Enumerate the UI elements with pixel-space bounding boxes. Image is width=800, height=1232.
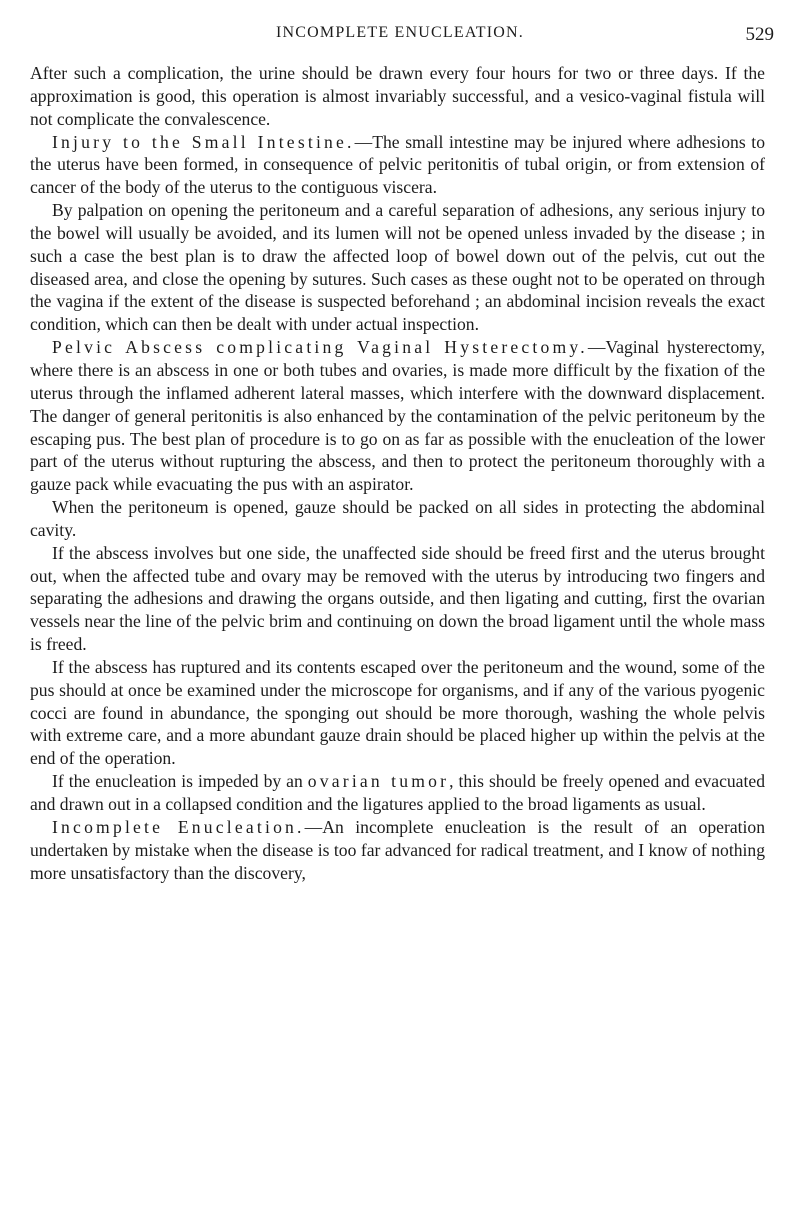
- running-title: INCOMPLETE ENUCLEATION.: [275, 24, 525, 41]
- paragraph-text: —Vaginal hysterectomy, where there is an abscess in one or both tubes and ovaries, is made more difficult by the fixation of the uterus through the inflamed adherent lateral masses, which interfere with the downward displacement. The danger of general peritonitis is also enhanced by the contamination of the pelvic peritoneum by the escaping pus. The best plan of procedure is to go on as far as possible with the enucleation of the lower part of the uterus without rupturing the abscess, and then to protect the peritoneum thoroughly with a gauze pack while evacuating the pus with an aspirator.: [30, 337, 766, 495]
- body-text: [30, 62, 765, 884]
- paragraph-text: , this should be freely opened and evacuated and drawn out in a collapsed condition and the ligatures applied to the broad ligaments as usual.: [30, 771, 765, 814]
- paragraph-text: If the abscess has ruptured and its contents escaped over the peritoneum and the wound, some of the pus should at once be examined under the microscope for organisms, and if any of the various pyogenic cocci are found in abundance, the sponging out should be more thorough, washing the whole pelvis with extreme care, and a more abundant gauze drain should be placed higher up within the pelvis at the end of the operation.: [30, 656, 765, 769]
- paragraph: [30, 131, 765, 200]
- paragraph: [30, 62, 765, 131]
- paragraph-text: —An incomplete enucleation is the result of an operation undertaken by mistake when the disease is too far advanced for radical treatment, and I know of nothing more unsatisfactory than the discovery,: [30, 816, 766, 883]
- paragraph: [30, 336, 765, 496]
- paragraph-text: —The small intestine may be injured where adhesions to the uterus have been formed, in consequence of pelvic peritonitis of tubal origin, or from extension of cancer of the body of the uterus to the contiguous viscera.: [30, 131, 765, 198]
- section-heading-incomplete-enucleation: Incomplete Enucleation.: [52, 816, 305, 837]
- paragraph: [30, 656, 765, 770]
- paragraph-text: By palpation on opening the peritoneum and a careful separation of adhesions, any serious injury to the bowel will usually be avoided, and its lumen will not be opened unless invaded by the disease ; in such a case the best plan is to draw the affected loop of bowel down out of the pelvis, cut out the diseased area, and close the opening by sutures. Such cases as these ought not to be operated on through the vagina if the extent of the disease is suspected beforehand ; an abdominal incision reveals the exact condition, which can then be dealt with under actual inspection.: [30, 200, 765, 335]
- paragraph: [30, 770, 765, 816]
- paragraph: [30, 542, 765, 656]
- paragraph: [30, 199, 765, 336]
- section-heading-pelvic-abscess: Pelvic Abscess complicating Vaginal Hysterectomy.: [52, 337, 588, 358]
- paragraph-text: When the peritoneum is opened, gauze should be packed on all sides in protecting the abdominal cavity.: [30, 497, 765, 540]
- paragraph-text: If the abscess involves but one side, the unaffected side should be freed first and the uterus brought out, when the affected tube and ovary may be removed with the uterus by introducing two fingers and separating the adhesions and drawing the organs outside, and then ligating and cutting, first the ovarian vessels near the line of the pelvic brim and continuing on down the broad ligament until the whole mass is freed.: [30, 542, 765, 655]
- running-head: [0, 20, 800, 50]
- paragraph: [30, 816, 765, 885]
- page-number: 529: [745, 24, 774, 45]
- paragraph-text: If the enucleation is impeded by an: [52, 771, 308, 792]
- section-heading-small-intestine: Injury to the Small Intestine.: [52, 131, 355, 152]
- paragraph-text: After such a complication, the urine should be drawn every four hours for two or three days. If the approximation is good, this operation is almost invariably successful, and a vesico-vaginal fistula will not complicate the convalescence.: [30, 63, 765, 129]
- paragraph: [30, 496, 765, 542]
- emphasized-term: ovarian tumor: [307, 771, 450, 792]
